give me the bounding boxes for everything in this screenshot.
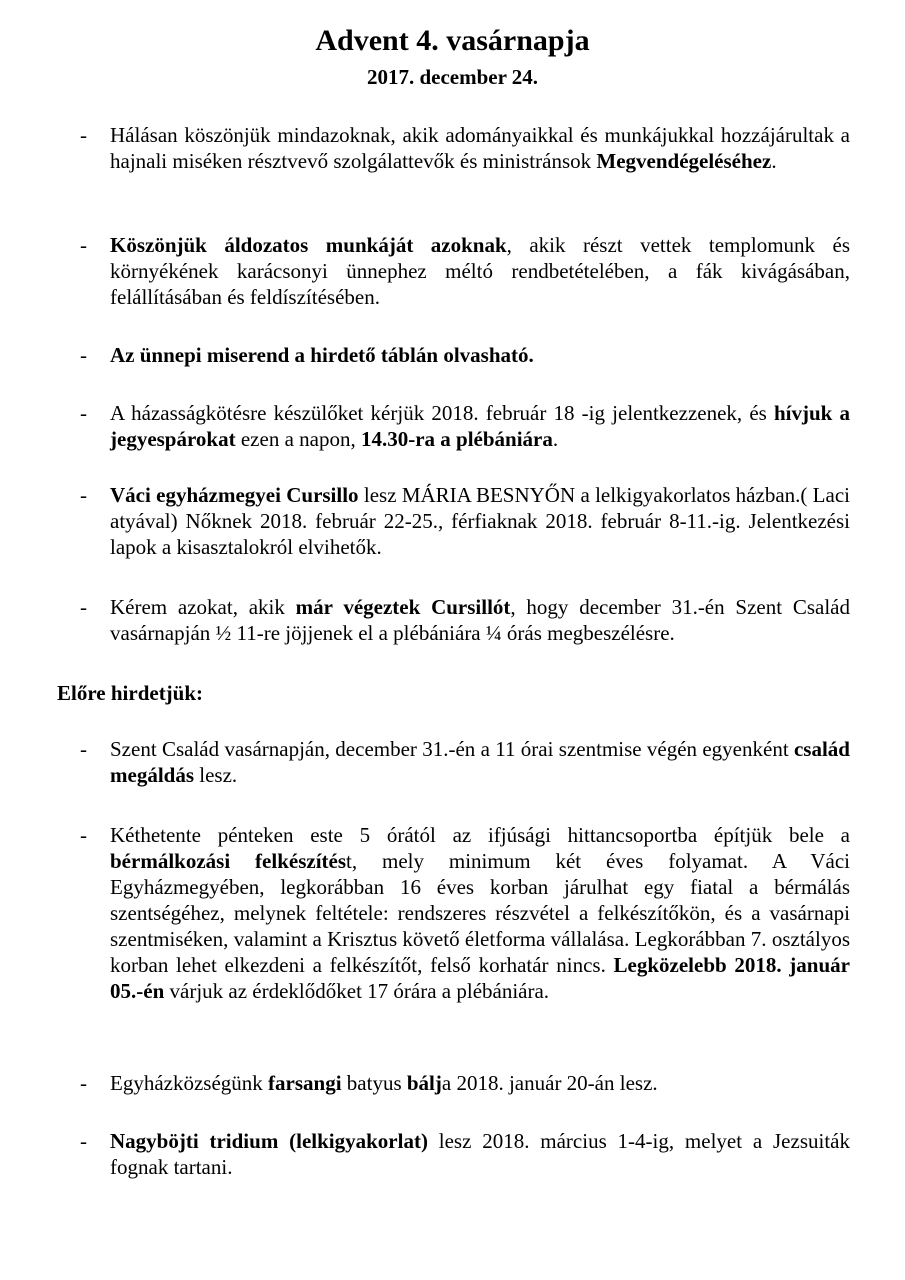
page-date: 2017. december 24. [366, 65, 539, 89]
bold-text: Az ünnepi miserend a hirdető táblán olvasható. [110, 343, 534, 367]
text-run: Kéthetente pénteken este 5 órától az ifjúsági hittancsoportba építjük bele a [110, 823, 850, 847]
text-run: lesz MÁRIA BESNYŐN a lelkigyakorlatos házban.( Laci atyával) Nőknek 2018. február 22-25., férfiaknak 2018. február 8-11.-ig. Jelentkezési lapok a kisasztalokról elvihetők. [110, 483, 850, 559]
announcement-family-blessing [110, 736, 850, 788]
bullet-dash: - [80, 823, 87, 847]
text-run: Hálásan köszönjük mindazoknak, akik adományaikkal és munkájukkal hozzájárultak a hajnali miséken résztvevő szolgálattevők és ministránsok [110, 123, 850, 173]
bullet-dash: - [80, 1071, 87, 1095]
bullet-dash: - [80, 1129, 87, 1153]
bullet-dash: - [80, 233, 87, 257]
announcement-thanks-donations [110, 122, 850, 174]
text-run: , akik részt vettek templomunk és környékének karácsonyi ünnephez méltó rendbetételében, a fák kivágásában, felállításában és feldíszítésében. [110, 233, 850, 309]
announcement-marriage [110, 400, 850, 452]
text-run: A házasságkötésre készülőket kérjük 2018. február 18 -ig jelentkezzenek, és [110, 401, 774, 425]
text-run: Egyházközségünk [110, 1071, 269, 1095]
bold-text: Váci egyházmegyei Cursillo [110, 483, 359, 507]
announcement-carnival-ball [110, 1070, 850, 1096]
page-title: Advent 4. vasárnapja [315, 24, 590, 57]
bold-text: Nagyböjti tridium (lelkigyakorlat) [110, 1129, 428, 1153]
text-run: , hogy december 31.-én Szent Család vasárnapján ½ 11-re jöjjenek el a plébániára ¼ órás megbeszélésre. [110, 595, 850, 645]
text-run: ezen a napon, [235, 427, 361, 451]
text-run: lesz. [194, 763, 238, 787]
announcement-thanks-church-work [110, 232, 850, 310]
bold-text: Köszönjük áldozatos munkáját azoknak [110, 233, 507, 257]
bold-text: 14.30-ra a plébániára [360, 427, 553, 451]
text-run: a 2018. január 20-án lesz. [441, 1071, 658, 1095]
bold-text: család megáldás [110, 737, 850, 787]
text-run: várjuk az érdeklődőket 17 órára a plébániára. [164, 979, 550, 1003]
text-run: Szent Család vasárnapján, december 31.-én a 11 órai szentmise végén egyenként [110, 737, 794, 761]
bullet-dash: - [80, 401, 87, 425]
bold-text: bálj [406, 1071, 442, 1095]
text-run: lesz 2018. március 1-4-ig, melyet a Jezsuiták fognak tartani. [110, 1129, 850, 1179]
text-run: t, mely minimum két éves folyamat. A Váci Egyházmegyében, legkorábban 16 éves korban járulhat egy fiatal a bérmálás szentségéhez, melynek feltétele: rendszeres részvétel a felkészítőkön, és a vasárnapi szentmiséken, valamint a Krisztus követő életforma vállalása. Legkorábban 7. osztályos korban lehet elkezdeni a felkészítőt, felső korhatár nincs. [110, 849, 850, 977]
announcement-confirmation [110, 822, 850, 1004]
bold-text: farsangi [268, 1071, 342, 1095]
bullet-dash: - [80, 595, 87, 619]
bullet-dash: - [80, 483, 87, 507]
bold-text: már végeztek Cursillót [295, 595, 511, 619]
announcement-mass-schedule [110, 342, 850, 368]
bullet-dash: - [80, 343, 87, 367]
bold-text: Legközelebb 2018. január 05.-én [110, 953, 850, 1003]
bold-text: Megvendégeléséhez [596, 149, 772, 173]
text-run: . [771, 149, 777, 173]
section-heading: Előre hirdetjük: [57, 681, 204, 705]
bullet-dash: - [80, 123, 87, 147]
text-run: batyus [341, 1071, 407, 1095]
announcement-lent-retreat [110, 1128, 850, 1180]
text-run: . [552, 427, 559, 451]
bold-text: hívjuk a jegyespárokat [110, 401, 850, 451]
announcement-cursillo [110, 482, 850, 560]
bullet-dash: - [80, 737, 87, 761]
text-run: Kérem azokat, akik [110, 595, 296, 619]
bold-text: bérmálkozási felkészítés [110, 849, 347, 873]
announcement-cursillo-meeting [110, 594, 850, 646]
